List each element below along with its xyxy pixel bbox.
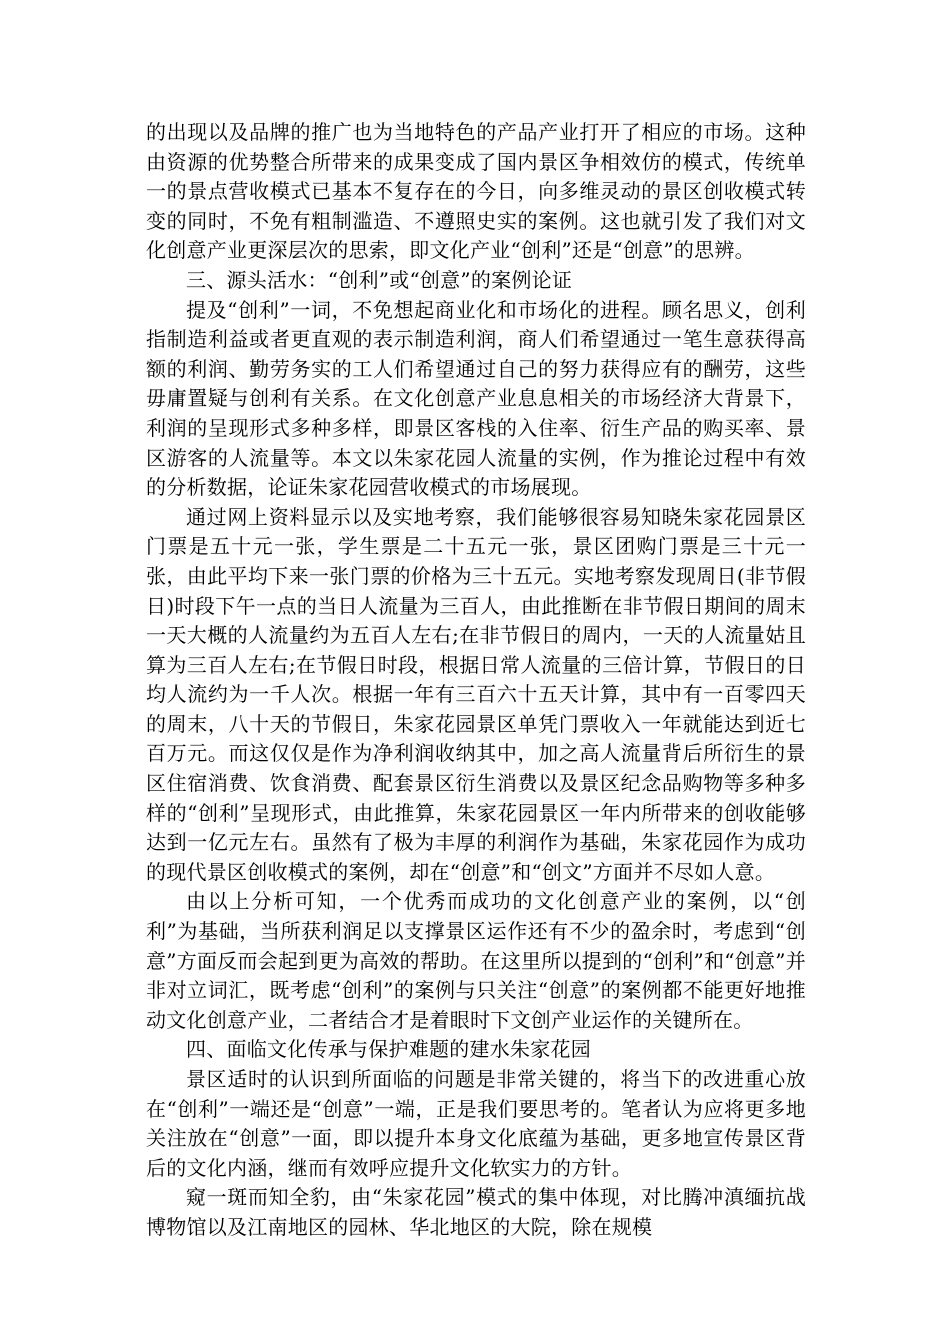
document-page (146, 118, 806, 1243)
paragraph-chuangli-definition: 提及“创利”一词，不免想起商业化和市场化的进程。顾名思义，创利指制造利益或者更直观的表示制造利润，商人们希望通过一笔生意获得高额的利润、勤劳务实的工人们希望通过自己的努力获得应有的酬劳，这些毋庸置疑与创利有关系。在文化创意产业息息相关的市场经济大背景下，利润的呈现形式多种多样，即景区客栈的入住率、衍生产品的购买率、景区游客的人流量等。本文以朱家花园人流量的实例，作为推论过程中有效的分析数据，论证朱家花园营收模式的市场展现。 (146, 297, 806, 500)
paragraph-comparison: 窥一斑而知全豹，由“朱家花园”模式的集中体现，对比腾冲滇缅抗战博物馆以及江南地区的园林、华北地区的大院，除在规模 (146, 1185, 806, 1239)
paragraph-focus-creativity: 景区适时的认识到所面临的问题是非常关键的，将当下的改进重心放在“创利”一端还是“创意”一端，正是我们要思考的。笔者认为应将更多地关注放在“创意”一面，即以提升本身文化底蕴为基础，更多地宣传景区背后的文化内涵，继而有效呼应提升文化软实力的方针。 (146, 1067, 806, 1180)
section-heading-3: 三、源头活水：“创利”或“创意”的案例论证 (186, 267, 573, 292)
section-heading-4: 四、面临文化传承与保护难题的建水朱家花园 (186, 1037, 591, 1062)
paragraph-conclusion: 由以上分析可知，一个优秀而成功的文化创意产业的案例，以“创利”为基础，当所获利润足以支撑景区运作还有不少的盈余时，考虑到“创意”方面反而会起到更为高效的帮助。在这里所以提到的“创利”和“创意”并非对立词汇，既考虑“创利”的案例与只关注“创意”的案例都不能更好地推动文化创意产业，二者结合才是着眼时下文创产业运作的关键所在。 (146, 889, 806, 1032)
paragraph-ticket-analysis: 通过网上资料显示以及实地考察，我们能够很容易知晓朱家花园景区门票是五十元一张，学生票是二十五元一张，景区团购门票是三十元一张，由此平均下来一张门票的价格为三十五元。实地考察发现周日(非节假日)时段下午一点的当日人流量为三百人，由此推断在非节假日期间的周末一天大概的人流量约为五百人左右;在非节假日的周内，一天的人流量姑且算为三百人左右;在节假日时段，根据日常人流量的三倍计算，节假日的日均人流约为一千人次。根据一年有三百六十五天计算，其中有一百零四天的周末，八十天的节假日，朱家花园景区单凭门票收入一年就能达到近七百万元。而这仅仅是作为净利润收纳其中，加之高人流量背后所衍生的景区住宿消费、饮食消费、配套景区衍生消费以及景区纪念品购物等多种多样的“创利”呈现形式，由此推算，朱家花园景区一年内所带来的创收能够达到一亿元左右。虽然有了极为丰厚的利润作为基础，朱家花园作为成功的现代景区创收模式的案例，却在“创意”和“创文”方面并不尽如人意。 (146, 504, 806, 884)
paragraph-continued: 的出现以及品牌的推广也为当地特色的产品产业打开了相应的市场。这种由资源的优势整合所带来的成果变成了国内景区争相效仿的模式，传统单一的景点营收模式已基本不复存在的今日，向多维灵动的景区创收模式转变的同时，不免有粗制滥造、不遵照史实的案例。这也就引发了我们对文化创意产业更深层次的思索，即文化产业“创利”还是“创意”的思辨。 (146, 120, 806, 263)
